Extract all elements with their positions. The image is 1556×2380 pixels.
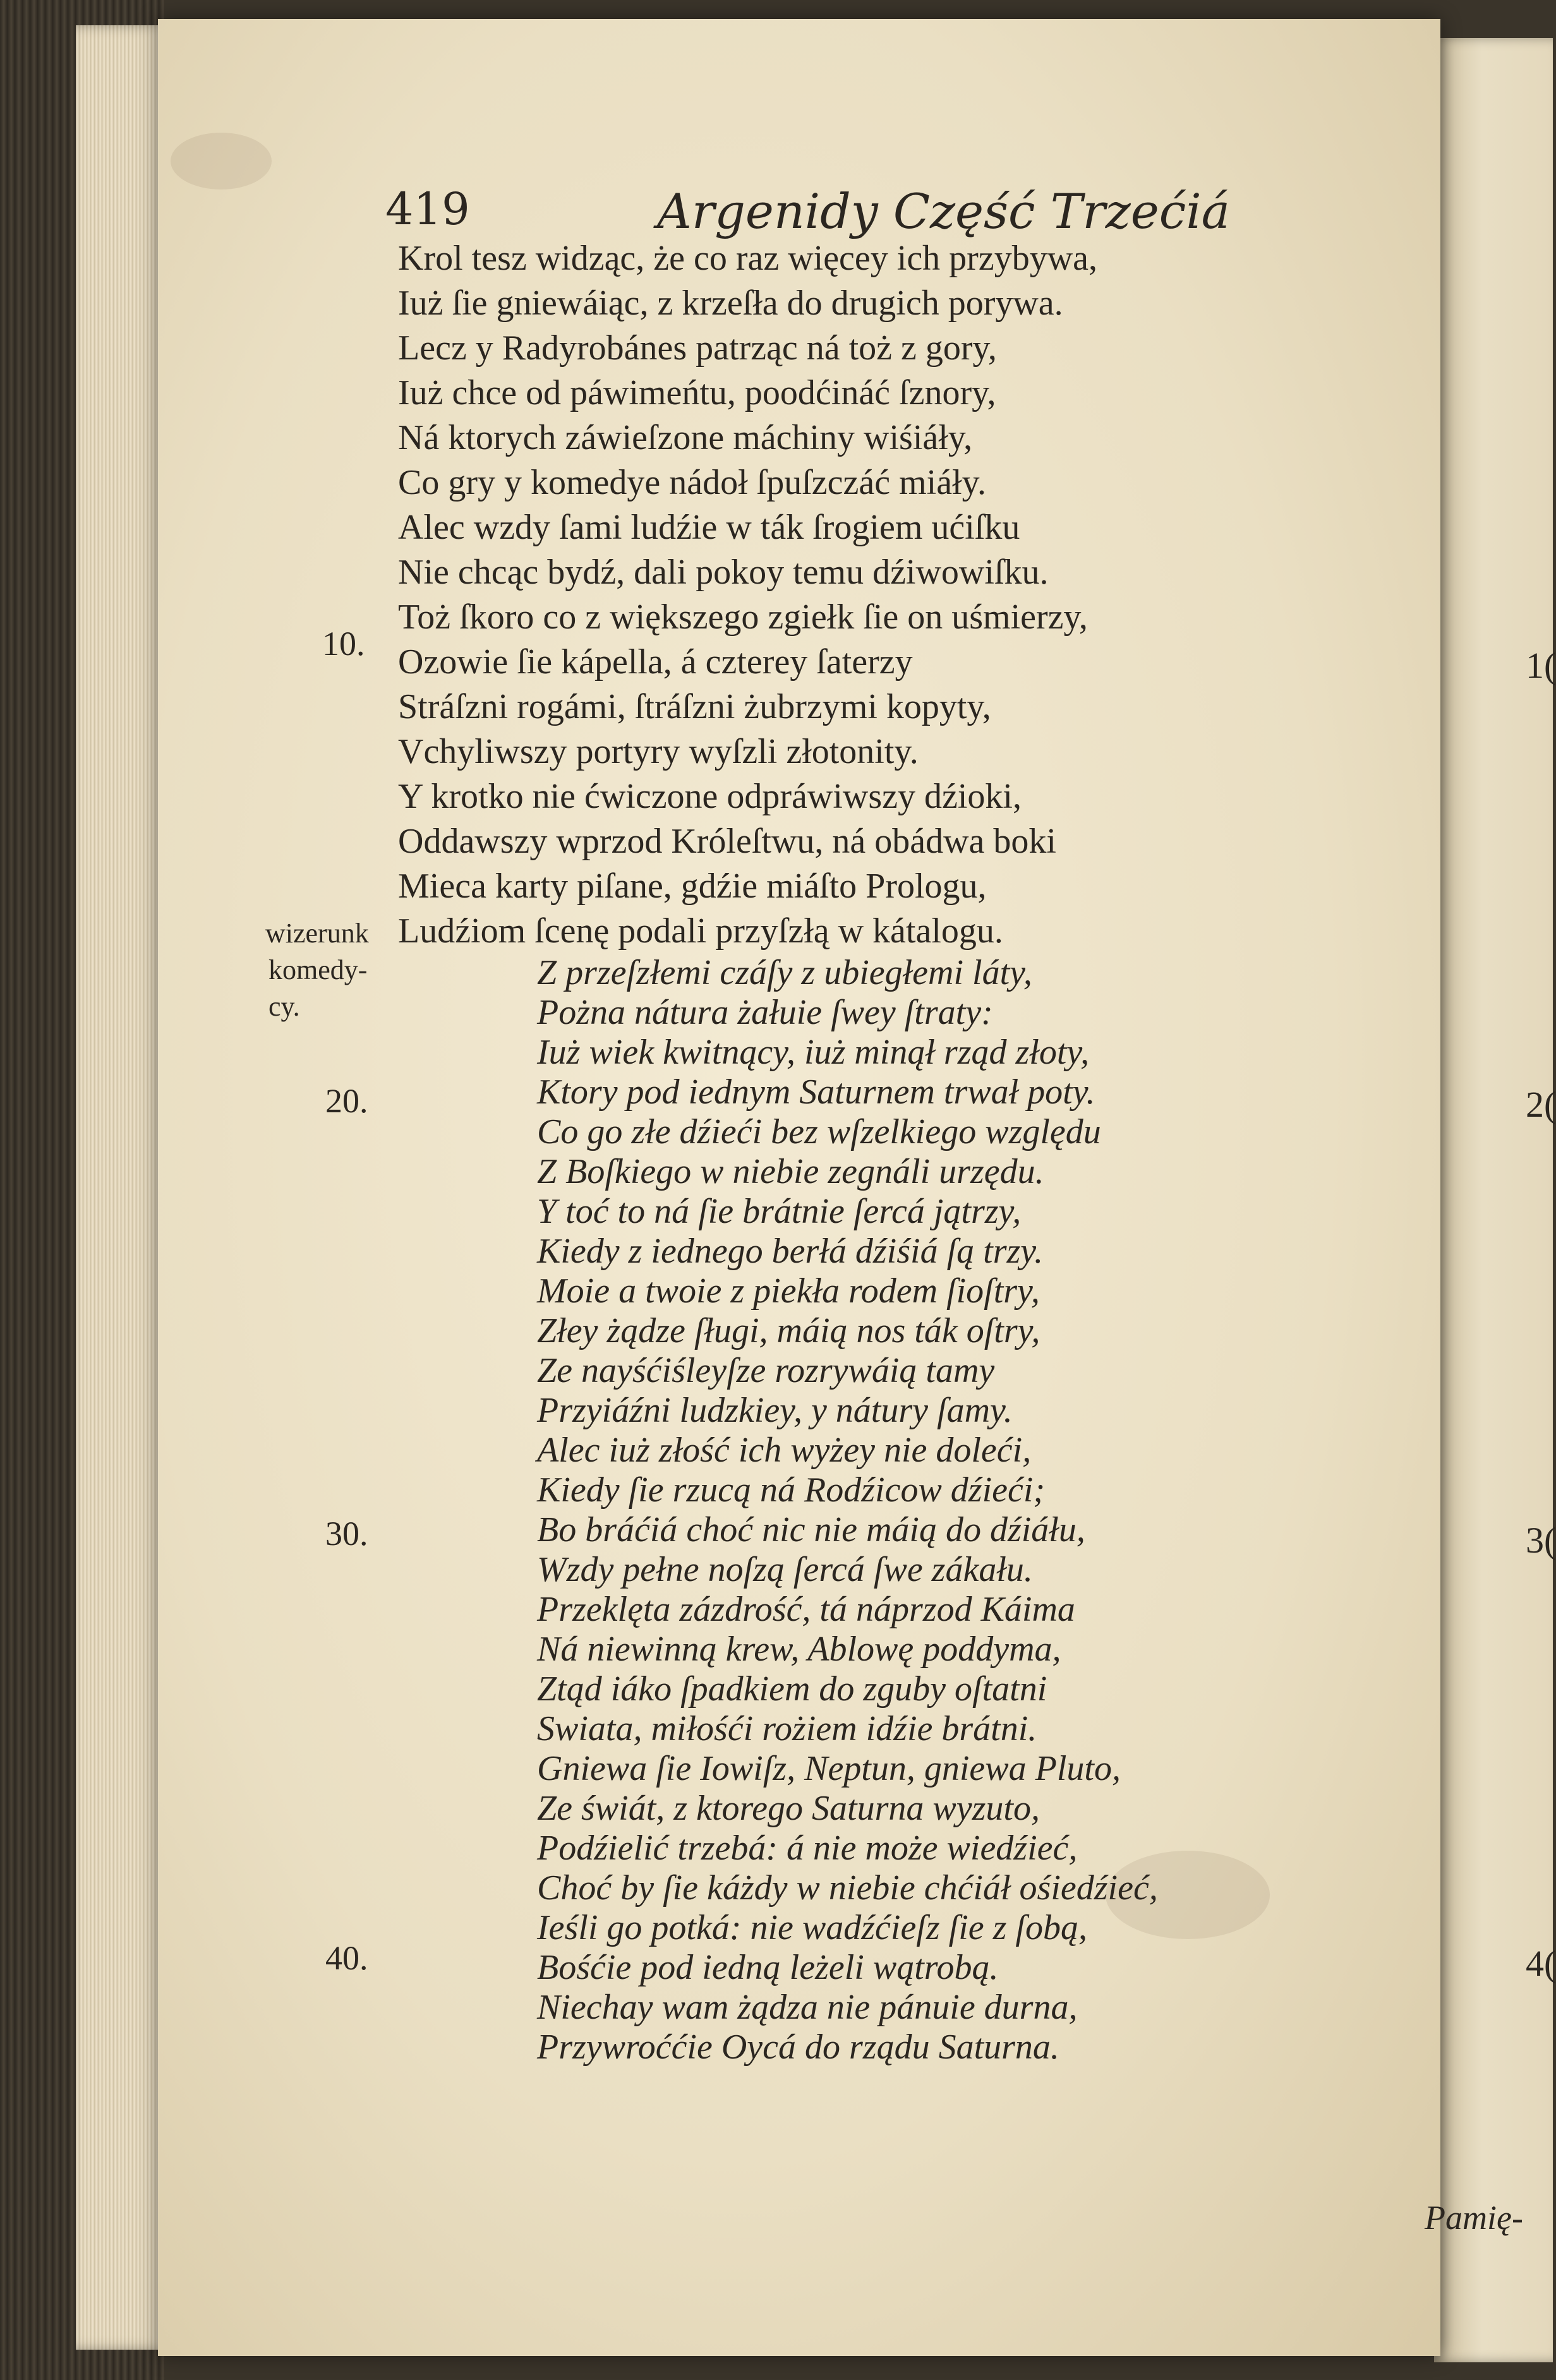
page-stack <box>76 25 171 2350</box>
marginal-note-line: cy. <box>268 991 300 1022</box>
verse-line: Choć by ſie káżdy w niebie chćiáł ośiedźieć, <box>537 1868 1158 1908</box>
verse-line: Bo bráćiá choć nic nie máią do dźiáłu, <box>537 1510 1085 1549</box>
verse-line: Ozowie ſie kápella, á czterey ſaterzy <box>398 642 913 682</box>
facing-page <box>1434 38 1553 2362</box>
line-number: 30. <box>325 1515 368 1553</box>
verse-line: Ná ktorych záwieſzone máchiny wiśiáły, <box>398 418 973 457</box>
verse-line: Nie chcąc bydź, dali pokoy temu dźiwowiſku. <box>398 553 1049 592</box>
verse-line: Kiedy z iednego berłá dźiśiá ſą trzy. <box>537 1232 1044 1271</box>
verse-line: Gniewa ſie Iowiſz, Neptun, gniewa Pluto, <box>537 1749 1121 1788</box>
page-header <box>385 183 1459 246</box>
verse-line: Z przeſzłemi czáſy z ubiegłemi láty, <box>537 953 1032 992</box>
verse-line: Podźielić trzebá: á nie może wiedźieć, <box>537 1829 1078 1868</box>
verse-line: Bośćie pod iedną leżeli wątrobą. <box>537 1948 999 1987</box>
verse-line: Iuż wiek kwitnący, iuż minął rząd złoty, <box>537 1033 1090 1072</box>
verse-line: Złey żądze ſługi, máią nos ták oſtry, <box>537 1311 1040 1350</box>
marginal-note-line: wizerunk <box>265 918 369 949</box>
verse-line: Co go złe dźieći bez wſzelkiego względu <box>537 1112 1101 1151</box>
verse-line: Iuż ſie gniewáiąc, z krzeſła do drugich porywa. <box>398 284 1063 323</box>
verse-line: Przyiáźni ludzkiey, y nátury ſamy. <box>537 1391 1013 1430</box>
verse-line: Lecz y Radyrobánes patrząc ná toż z gory, <box>398 328 997 368</box>
verse-line: Wzdy pełne noſzą ſercá ſwe zákału. <box>537 1550 1033 1589</box>
line-number: 10. <box>322 625 365 663</box>
line-number: 40. <box>325 1939 368 1977</box>
verse-line: Krol tesz widząc, że co raz więcey ich przybywa, <box>398 239 1097 278</box>
verse-line: Toż ſkoro co z większego zgiełk ſie on uśmierzy, <box>398 598 1088 637</box>
facing-page-mark: 4( <box>1526 1943 1556 1984</box>
verse-line: Przeklęta zázdrość, tá náprzod Káima <box>537 1590 1075 1629</box>
verse-line: Oddawszy wprzod Króleſtwu, ná obádwa boki <box>398 822 1056 861</box>
running-title: Argenidy Część Trzećiá <box>657 183 1230 239</box>
verse-line: Ze świát, z ktorego Saturna wyzuto, <box>537 1789 1040 1828</box>
verse-line: Moie a twoie z piekła rodem ſioſtry, <box>537 1271 1040 1311</box>
verse-line: Alec wzdy ſami ludźie w ták ſrogiem ućiſku <box>398 508 1020 547</box>
verse-line: Ná niewinną krew, Ablowę poddyma, <box>537 1630 1061 1669</box>
marginal-note-line: komedy- <box>268 954 368 985</box>
verse-line: Swiata, miłośći rożiem idźie brátni. <box>537 1709 1037 1748</box>
catchword: Pamię- <box>1425 2199 1523 2237</box>
verse-line: Iuż chce od páwimeńtu, poodćináć ſznory, <box>398 373 996 412</box>
verse-line: Z Boſkiego w niebie zegnáli urzędu. <box>537 1152 1044 1191</box>
facing-page-mark: 2( <box>1526 1084 1556 1125</box>
verse-line: Alec iuż złość ich wyżey nie doleći, <box>537 1431 1032 1470</box>
verse-line: Co gry y komedye nádoł ſpuſzczáć miáły. <box>398 463 986 502</box>
facing-page-mark: 3( <box>1526 1520 1556 1561</box>
stain <box>171 133 272 189</box>
verse-line: Stráſzni rogámi, ſtráſzni żubrzymi kopyty, <box>398 687 991 726</box>
verse-line: Ieśli go potká: nie wadźćieſz ſie z ſobą, <box>537 1908 1087 1947</box>
page-number: 419 <box>385 183 470 235</box>
verse-line: Ktory pod iednym Saturnem trwał poty. <box>537 1073 1095 1112</box>
verse-line: Przywroććie Oycá do rządu Saturna. <box>537 2028 1059 2067</box>
line-number: 20. <box>325 1082 368 1120</box>
verse-line: Y toć to ná ſie brátnie ſercá jątrzy, <box>537 1192 1022 1231</box>
verse-line: Mieca karty piſane, gdźie miáſto Prologu, <box>398 867 987 906</box>
verse-line: Ze nayśćiśleyſze rozrywáią tamy <box>537 1351 995 1390</box>
verse-line: Pożna nátura żałuie ſwey ſtraty: <box>537 993 993 1032</box>
verse-line: Vchyliwszy portyry wyſzli złotonity. <box>398 732 919 771</box>
verse-line: Ludźiom ſcenę podali przyſzłą w kátalogu. <box>398 911 1003 951</box>
facing-page-mark: 1( <box>1526 645 1556 686</box>
verse-line: Niechay wam żądza nie pánuie durna, <box>537 1988 1078 2027</box>
verse-line: Ztąd iáko ſpadkiem do zguby oſtatni <box>537 1669 1047 1709</box>
verse-line: Kiedy ſie rzucą ná Rodźicow dźieći; <box>537 1470 1046 1510</box>
verse-line: Y krotko nie ćwiczone odpráwiwszy dźioki, <box>398 777 1022 816</box>
book-page <box>158 19 1523 2356</box>
